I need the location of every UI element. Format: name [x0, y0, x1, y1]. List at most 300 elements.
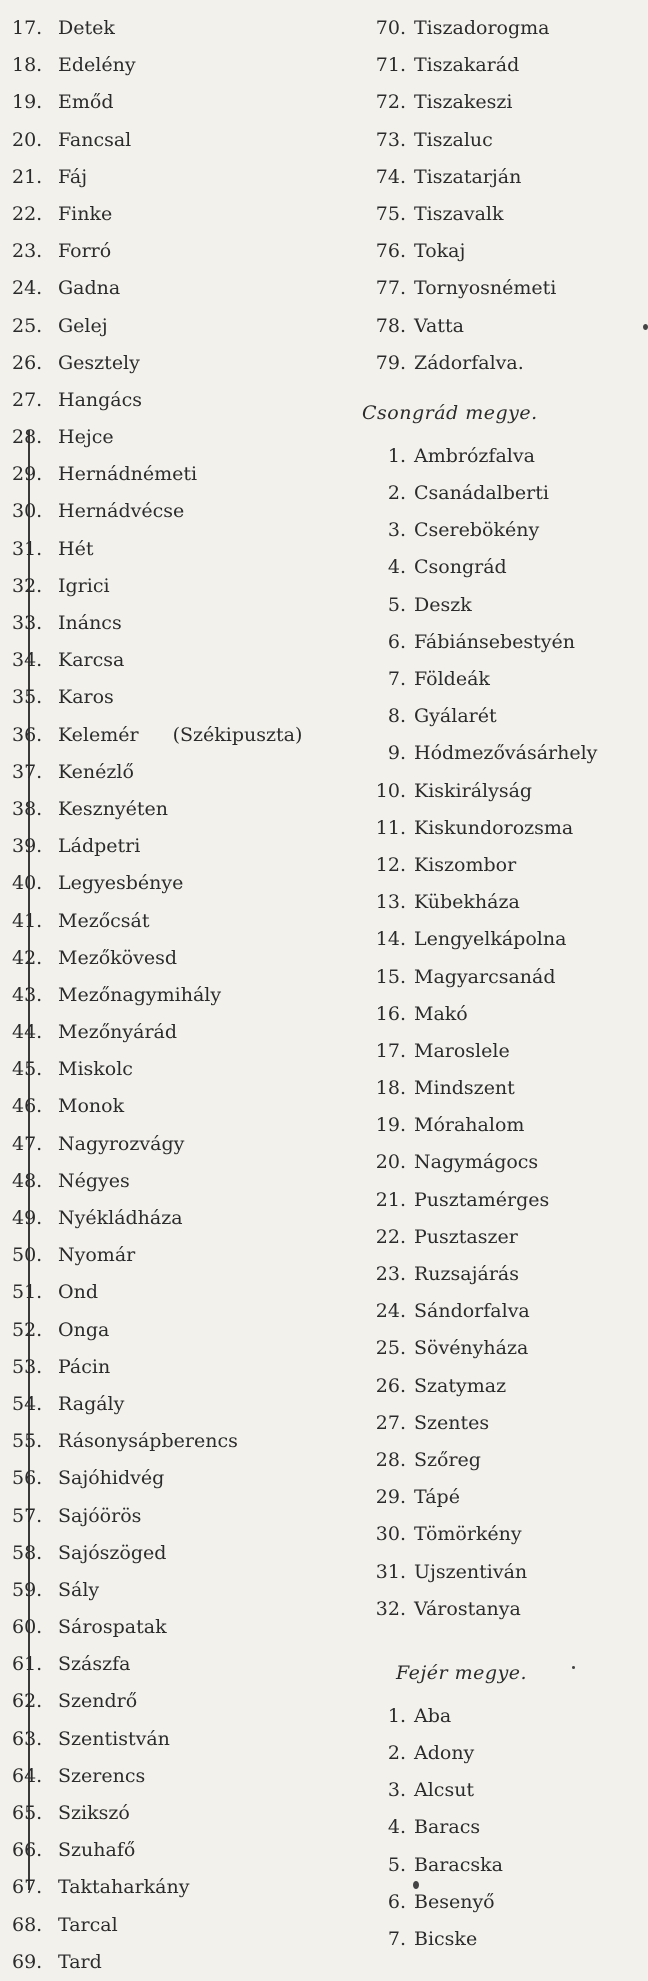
list-item	[0, 1014, 345, 1051]
list-item	[0, 1386, 345, 1423]
item-number: 65.	[12, 1802, 43, 1824]
list-item	[362, 1442, 648, 1479]
list-item	[0, 1758, 345, 1795]
item-number: 47.	[12, 1132, 43, 1155]
item-number: 48.	[12, 1169, 43, 1192]
item-number: 17.	[12, 17, 43, 39]
list-item	[0, 382, 345, 419]
item-name: Ond	[58, 1281, 98, 1304]
item-name: Fábiánsebestyén	[414, 630, 576, 653]
item-number: 49.	[12, 1207, 43, 1229]
list-item	[0, 940, 345, 977]
item-name: Finke	[58, 202, 113, 225]
item-number: 3.	[387, 519, 406, 542]
list-item	[0, 605, 345, 642]
item-name: Nagyrozvágy	[58, 1132, 185, 1155]
item-name: Tiszatarján	[414, 165, 522, 188]
item-name: Tiszaluc	[414, 128, 493, 151]
list-item	[0, 717, 345, 754]
item-number: 28.	[12, 426, 43, 449]
list-item	[0, 754, 345, 791]
item-name: Tokaj	[414, 240, 466, 263]
item-number: 56.	[12, 1467, 43, 1490]
scan-speck	[572, 1666, 575, 1669]
item-name: Gelej	[58, 314, 108, 337]
list-item	[362, 1698, 648, 1735]
item-number: 54.	[12, 1392, 43, 1415]
item-number: 13.	[375, 891, 406, 914]
item-name: Sándorfalva	[414, 1300, 530, 1323]
item-name: Tard	[58, 1950, 102, 1973]
item-name: Nagymágocs	[414, 1151, 539, 1174]
item-name: Lengyelkápolna	[414, 928, 567, 951]
item-name: Kenézlő	[58, 760, 134, 783]
list-item	[0, 1832, 345, 1869]
list-item	[362, 1330, 648, 1367]
item-name: Ináncs	[58, 612, 122, 634]
item-name: Pusztaszer	[414, 1225, 518, 1248]
item-name: Maroslele	[414, 1039, 510, 1062]
list-item	[0, 1051, 345, 1088]
item-number: 55.	[12, 1430, 43, 1453]
item-number: 31.	[12, 537, 43, 560]
item-name: Földeák	[414, 668, 490, 690]
list-item	[0, 1944, 345, 1981]
item-number: 32.	[375, 1597, 406, 1620]
item-number: 14.	[375, 928, 406, 951]
item-name: Négyes	[58, 1169, 130, 1192]
item-name: Tarcal	[58, 1913, 118, 1936]
list-item	[362, 884, 648, 921]
list-item	[0, 1237, 345, 1274]
item-number: 34.	[12, 649, 43, 672]
item-name: Ujszentiván	[414, 1560, 528, 1583]
item-name: Adony	[414, 1742, 475, 1765]
item-number: 7.	[387, 668, 406, 690]
item-name: Forró	[58, 240, 112, 263]
item-number: 1.	[387, 444, 406, 467]
list-item	[362, 270, 648, 307]
list-item	[0, 10, 345, 47]
list-item	[362, 233, 648, 270]
item-name: Alcsut	[414, 1779, 475, 1802]
list-item	[362, 1293, 648, 1330]
item-number: 43.	[12, 983, 43, 1006]
item-name: Gesztely	[58, 351, 140, 374]
list-item	[362, 959, 648, 996]
item-number: 10.	[375, 779, 406, 802]
list-item	[0, 159, 345, 196]
item-number: 20.	[12, 128, 43, 151]
item-name: Szuhafő	[58, 1839, 136, 1862]
list-item	[362, 1809, 648, 1846]
list-item	[0, 84, 345, 121]
item-number: 75.	[375, 202, 406, 225]
item-number: 40.	[12, 872, 43, 895]
item-name: Fancsal	[58, 128, 132, 151]
item-name: Onga	[58, 1318, 110, 1341]
item-number: 30.	[375, 1523, 406, 1546]
item-number: 18.	[375, 1077, 406, 1100]
list-item	[0, 1312, 345, 1349]
list-item	[362, 996, 648, 1033]
item-number: 28.	[375, 1448, 406, 1471]
list-item	[0, 1535, 345, 1572]
item-number: 4.	[387, 1816, 406, 1839]
list-item	[0, 1460, 345, 1497]
item-number: 18.	[12, 54, 43, 77]
item-name: Sajóhidvég	[58, 1467, 165, 1490]
item-name: Monok	[58, 1095, 125, 1118]
item-number: 25.	[375, 1337, 406, 1360]
item-name: Sövényháza	[414, 1337, 529, 1360]
item-number: 37.	[12, 760, 43, 783]
list-item	[362, 84, 648, 121]
item-name: Baracska	[414, 1853, 503, 1876]
list-item	[362, 1033, 648, 1070]
item-number: 77.	[375, 277, 406, 300]
item-number: 24.	[375, 1300, 406, 1323]
list-item	[362, 587, 648, 624]
item-number: 45.	[12, 1058, 43, 1081]
item-number: 64.	[12, 1764, 43, 1787]
item-name: Mezőnyárád	[58, 1021, 178, 1044]
item-number: 69.	[12, 1950, 43, 1973]
list-item	[0, 642, 345, 679]
item-name: Szőreg	[414, 1448, 481, 1471]
item-name: Aba	[414, 1704, 452, 1727]
item-number: 66.	[12, 1839, 43, 1862]
item-number: 22.	[375, 1225, 406, 1248]
item-number: 12.	[375, 853, 406, 876]
item-name: Taktaharkány	[58, 1876, 190, 1899]
list-item	[362, 1772, 648, 1809]
item-number: 61.	[12, 1653, 43, 1676]
item-name: Kübekháza	[414, 891, 520, 914]
list-item	[362, 624, 648, 661]
item-name: Szikszó	[58, 1802, 130, 1824]
item-number: 30.	[12, 500, 43, 523]
item-number: 31.	[375, 1560, 406, 1583]
item-number: 2.	[387, 482, 406, 505]
item-number: 67.	[12, 1876, 43, 1899]
item-number: 23.	[375, 1263, 406, 1285]
list-item	[362, 1070, 648, 1107]
item-name: Rásonysápberencs	[58, 1430, 238, 1453]
item-name: Csongrád	[414, 556, 507, 579]
item-note: (Székipuszta)	[172, 723, 303, 746]
list-item	[0, 1498, 345, 1535]
list-item	[0, 903, 345, 940]
item-name: Emőd	[58, 91, 114, 114]
item-number: 59.	[12, 1578, 43, 1601]
list-item	[0, 568, 345, 605]
item-number: 72.	[375, 91, 406, 114]
item-number: 33.	[12, 612, 43, 634]
item-number: 58.	[12, 1541, 43, 1564]
item-number: 5.	[387, 1853, 406, 1876]
item-number: 24.	[12, 277, 43, 300]
item-name: Sály	[58, 1578, 100, 1601]
item-name: Edelény	[58, 54, 136, 77]
item-name: Sajószöged	[58, 1541, 167, 1564]
list-item	[362, 1107, 648, 1144]
list-item	[362, 1219, 648, 1256]
item-number: 57.	[12, 1504, 43, 1527]
list-item	[0, 1274, 345, 1311]
list-item	[0, 233, 345, 270]
item-number: 36.	[12, 723, 43, 746]
item-number: 1.	[387, 1704, 406, 1727]
csongrad-list	[362, 438, 648, 1628]
list-item	[362, 549, 648, 586]
borsod-continuation-list	[362, 10, 648, 382]
list-item	[0, 1609, 345, 1646]
item-name: Szatymaz	[414, 1374, 507, 1397]
item-number: 32.	[12, 574, 43, 597]
item-name: Tápé	[414, 1486, 460, 1509]
item-name: Mezőnagymihály	[58, 983, 222, 1006]
item-name: Mórahalom	[414, 1114, 525, 1137]
list-item	[0, 1907, 345, 1944]
item-number: 17.	[375, 1039, 406, 1062]
item-number: 74.	[375, 165, 406, 188]
list-item	[0, 1683, 345, 1720]
item-name: Besenyő	[414, 1890, 495, 1913]
item-number: 41.	[12, 909, 43, 932]
list-item	[362, 921, 648, 958]
item-number: 60.	[12, 1616, 43, 1639]
list-item	[0, 1163, 345, 1200]
item-name: Kiszombor	[414, 853, 517, 876]
item-number: 50.	[12, 1244, 43, 1267]
item-name: Detek	[58, 17, 115, 39]
scan-speck	[413, 1881, 419, 1889]
scan-speck	[643, 324, 648, 330]
section-heading-csongrad: Csongrád megye.	[362, 401, 538, 424]
list-item	[362, 1405, 648, 1442]
list-item	[0, 1795, 345, 1832]
list-item	[362, 475, 648, 512]
item-number: 52.	[12, 1318, 43, 1341]
list-item	[0, 493, 345, 530]
item-name: Karcsa	[58, 649, 125, 672]
item-number: 8.	[387, 705, 406, 728]
item-number: 27.	[12, 388, 43, 411]
item-name: Ambrózfalva	[414, 444, 535, 467]
item-name: Szentistván	[58, 1727, 170, 1750]
item-number: 26.	[375, 1374, 406, 1397]
item-name: Ragály	[58, 1392, 125, 1415]
item-number: 63.	[12, 1727, 43, 1750]
list-item	[362, 773, 648, 810]
item-number: 19.	[12, 91, 43, 114]
item-name: Tiszadorogma	[414, 17, 550, 39]
item-name: Karos	[58, 686, 114, 709]
item-name: Gyálarét	[414, 705, 497, 728]
item-name: Baracs	[414, 1816, 481, 1839]
item-name: Zádorfalva.	[414, 351, 524, 374]
item-name: Ládpetri	[58, 835, 141, 858]
item-number: 9.	[387, 742, 406, 765]
item-number: 2.	[387, 1742, 406, 1765]
list-item	[362, 735, 648, 772]
item-name: Miskolc	[58, 1058, 133, 1081]
item-name: Tornyosnémeti	[414, 277, 557, 300]
item-number: 78.	[375, 314, 406, 337]
item-number: 44.	[12, 1021, 43, 1044]
item-number: 16.	[375, 1002, 406, 1025]
item-name: Hét	[58, 537, 94, 560]
list-item	[0, 308, 345, 345]
item-name: Mezőkövesd	[58, 946, 177, 969]
list-item	[0, 196, 345, 233]
item-number: 26.	[12, 351, 43, 374]
list-item	[362, 159, 648, 196]
item-name: Deszk	[414, 593, 472, 616]
item-name: Hódmezővásárhely	[414, 742, 598, 765]
item-number: 39.	[12, 835, 43, 858]
list-item	[362, 1479, 648, 1516]
item-number: 23.	[12, 240, 43, 263]
item-name: Pusztamérges	[414, 1188, 550, 1211]
item-number: 38.	[12, 797, 43, 820]
list-item	[0, 419, 345, 456]
item-name: Tiszavalk	[414, 202, 504, 225]
list-item	[362, 196, 648, 233]
list-item	[362, 47, 648, 84]
list-item	[362, 810, 648, 847]
item-name: Vatta	[414, 314, 464, 337]
item-name: Hejce	[58, 426, 114, 449]
item-name: Hernádvécse	[58, 500, 185, 523]
item-name: Kiskirályság	[414, 779, 533, 802]
item-name: Nyékládháza	[58, 1207, 183, 1229]
item-name: Csanádalberti	[414, 482, 549, 505]
list-item	[362, 1256, 648, 1293]
item-number: 19.	[375, 1114, 406, 1137]
list-item	[0, 345, 345, 382]
item-name: Várostanya	[414, 1597, 521, 1620]
item-number: 51.	[12, 1281, 43, 1304]
list-item	[0, 679, 345, 716]
list-item	[0, 791, 345, 828]
list-item	[362, 308, 648, 345]
list-item	[0, 1200, 345, 1237]
item-name: Makó	[414, 1002, 468, 1025]
list-item	[0, 828, 345, 865]
list-item	[0, 1349, 345, 1386]
item-number: 46.	[12, 1095, 43, 1118]
list-item	[0, 1572, 345, 1609]
item-name: Igrici	[58, 574, 110, 597]
item-name: Fáj	[58, 165, 88, 188]
list-item	[362, 1847, 648, 1884]
item-name: Kelemér	[58, 723, 139, 746]
list-item	[0, 122, 345, 159]
item-number: 62.	[12, 1690, 43, 1713]
list-item	[0, 1423, 345, 1460]
item-name: Hernádnémeti	[58, 463, 198, 486]
list-item	[362, 1735, 648, 1772]
item-name: Szászfa	[58, 1653, 131, 1676]
list-item	[362, 512, 648, 549]
item-number: 3.	[387, 1779, 406, 1802]
item-name: Szendrő	[58, 1690, 138, 1713]
item-number: 68.	[12, 1913, 43, 1936]
section-heading-fejer: Fejér megye.	[396, 1661, 528, 1684]
list-item	[362, 661, 648, 698]
item-name: Sajóörös	[58, 1504, 142, 1527]
right-column	[362, 10, 648, 1958]
item-number: 7.	[387, 1928, 406, 1950]
item-name: Sárospatak	[58, 1616, 167, 1639]
list-item	[0, 270, 345, 307]
item-number: 27.	[375, 1411, 406, 1434]
list-item	[0, 1721, 345, 1758]
list-item	[362, 1591, 648, 1628]
list-item	[362, 122, 648, 159]
list-item	[362, 1368, 648, 1405]
list-item	[0, 1646, 345, 1683]
list-item	[0, 865, 345, 902]
item-number: 42.	[12, 946, 43, 969]
item-name: Ruzsajárás	[414, 1263, 520, 1285]
list-item	[362, 438, 648, 475]
item-name: Hangács	[58, 388, 143, 411]
item-name: Pácin	[58, 1355, 111, 1378]
item-name: Cserebökény	[414, 519, 540, 542]
list-item	[362, 1144, 648, 1181]
item-number: 4.	[387, 556, 406, 579]
item-name: Tiszakeszi	[414, 91, 513, 114]
list-item	[362, 345, 648, 382]
list-item	[0, 977, 345, 1014]
item-number: 6.	[387, 630, 406, 653]
item-name: Tiszakarád	[414, 54, 520, 77]
list-item	[362, 1182, 648, 1219]
left-column	[0, 10, 345, 1981]
item-number: 21.	[375, 1188, 406, 1211]
item-number: 76.	[375, 240, 406, 263]
item-number: 6.	[387, 1890, 406, 1913]
list-item	[0, 1088, 345, 1125]
list-item	[0, 1126, 345, 1163]
item-name: Nyomár	[58, 1244, 136, 1267]
item-number: 5.	[387, 593, 406, 616]
item-name: Magyarcsanád	[414, 965, 556, 988]
item-number: 21.	[12, 165, 43, 188]
item-number: 11.	[375, 816, 406, 839]
list-item	[362, 847, 648, 884]
item-number: 22.	[12, 202, 43, 225]
item-number: 70.	[375, 17, 406, 39]
item-name: Mezőcsát	[58, 909, 150, 932]
list-item	[0, 1869, 345, 1906]
item-number: 35.	[12, 686, 43, 709]
item-number: 15.	[375, 965, 406, 988]
item-name: Szentes	[414, 1411, 490, 1434]
item-name: Bicske	[414, 1928, 478, 1950]
list-item	[0, 47, 345, 84]
list-item	[362, 1884, 648, 1921]
item-name: Kesznyéten	[58, 797, 169, 820]
item-name: Mindszent	[414, 1077, 515, 1100]
list-item	[362, 1554, 648, 1591]
list-item	[0, 456, 345, 493]
item-number: 79.	[375, 351, 406, 374]
item-name: Gadna	[58, 277, 121, 300]
